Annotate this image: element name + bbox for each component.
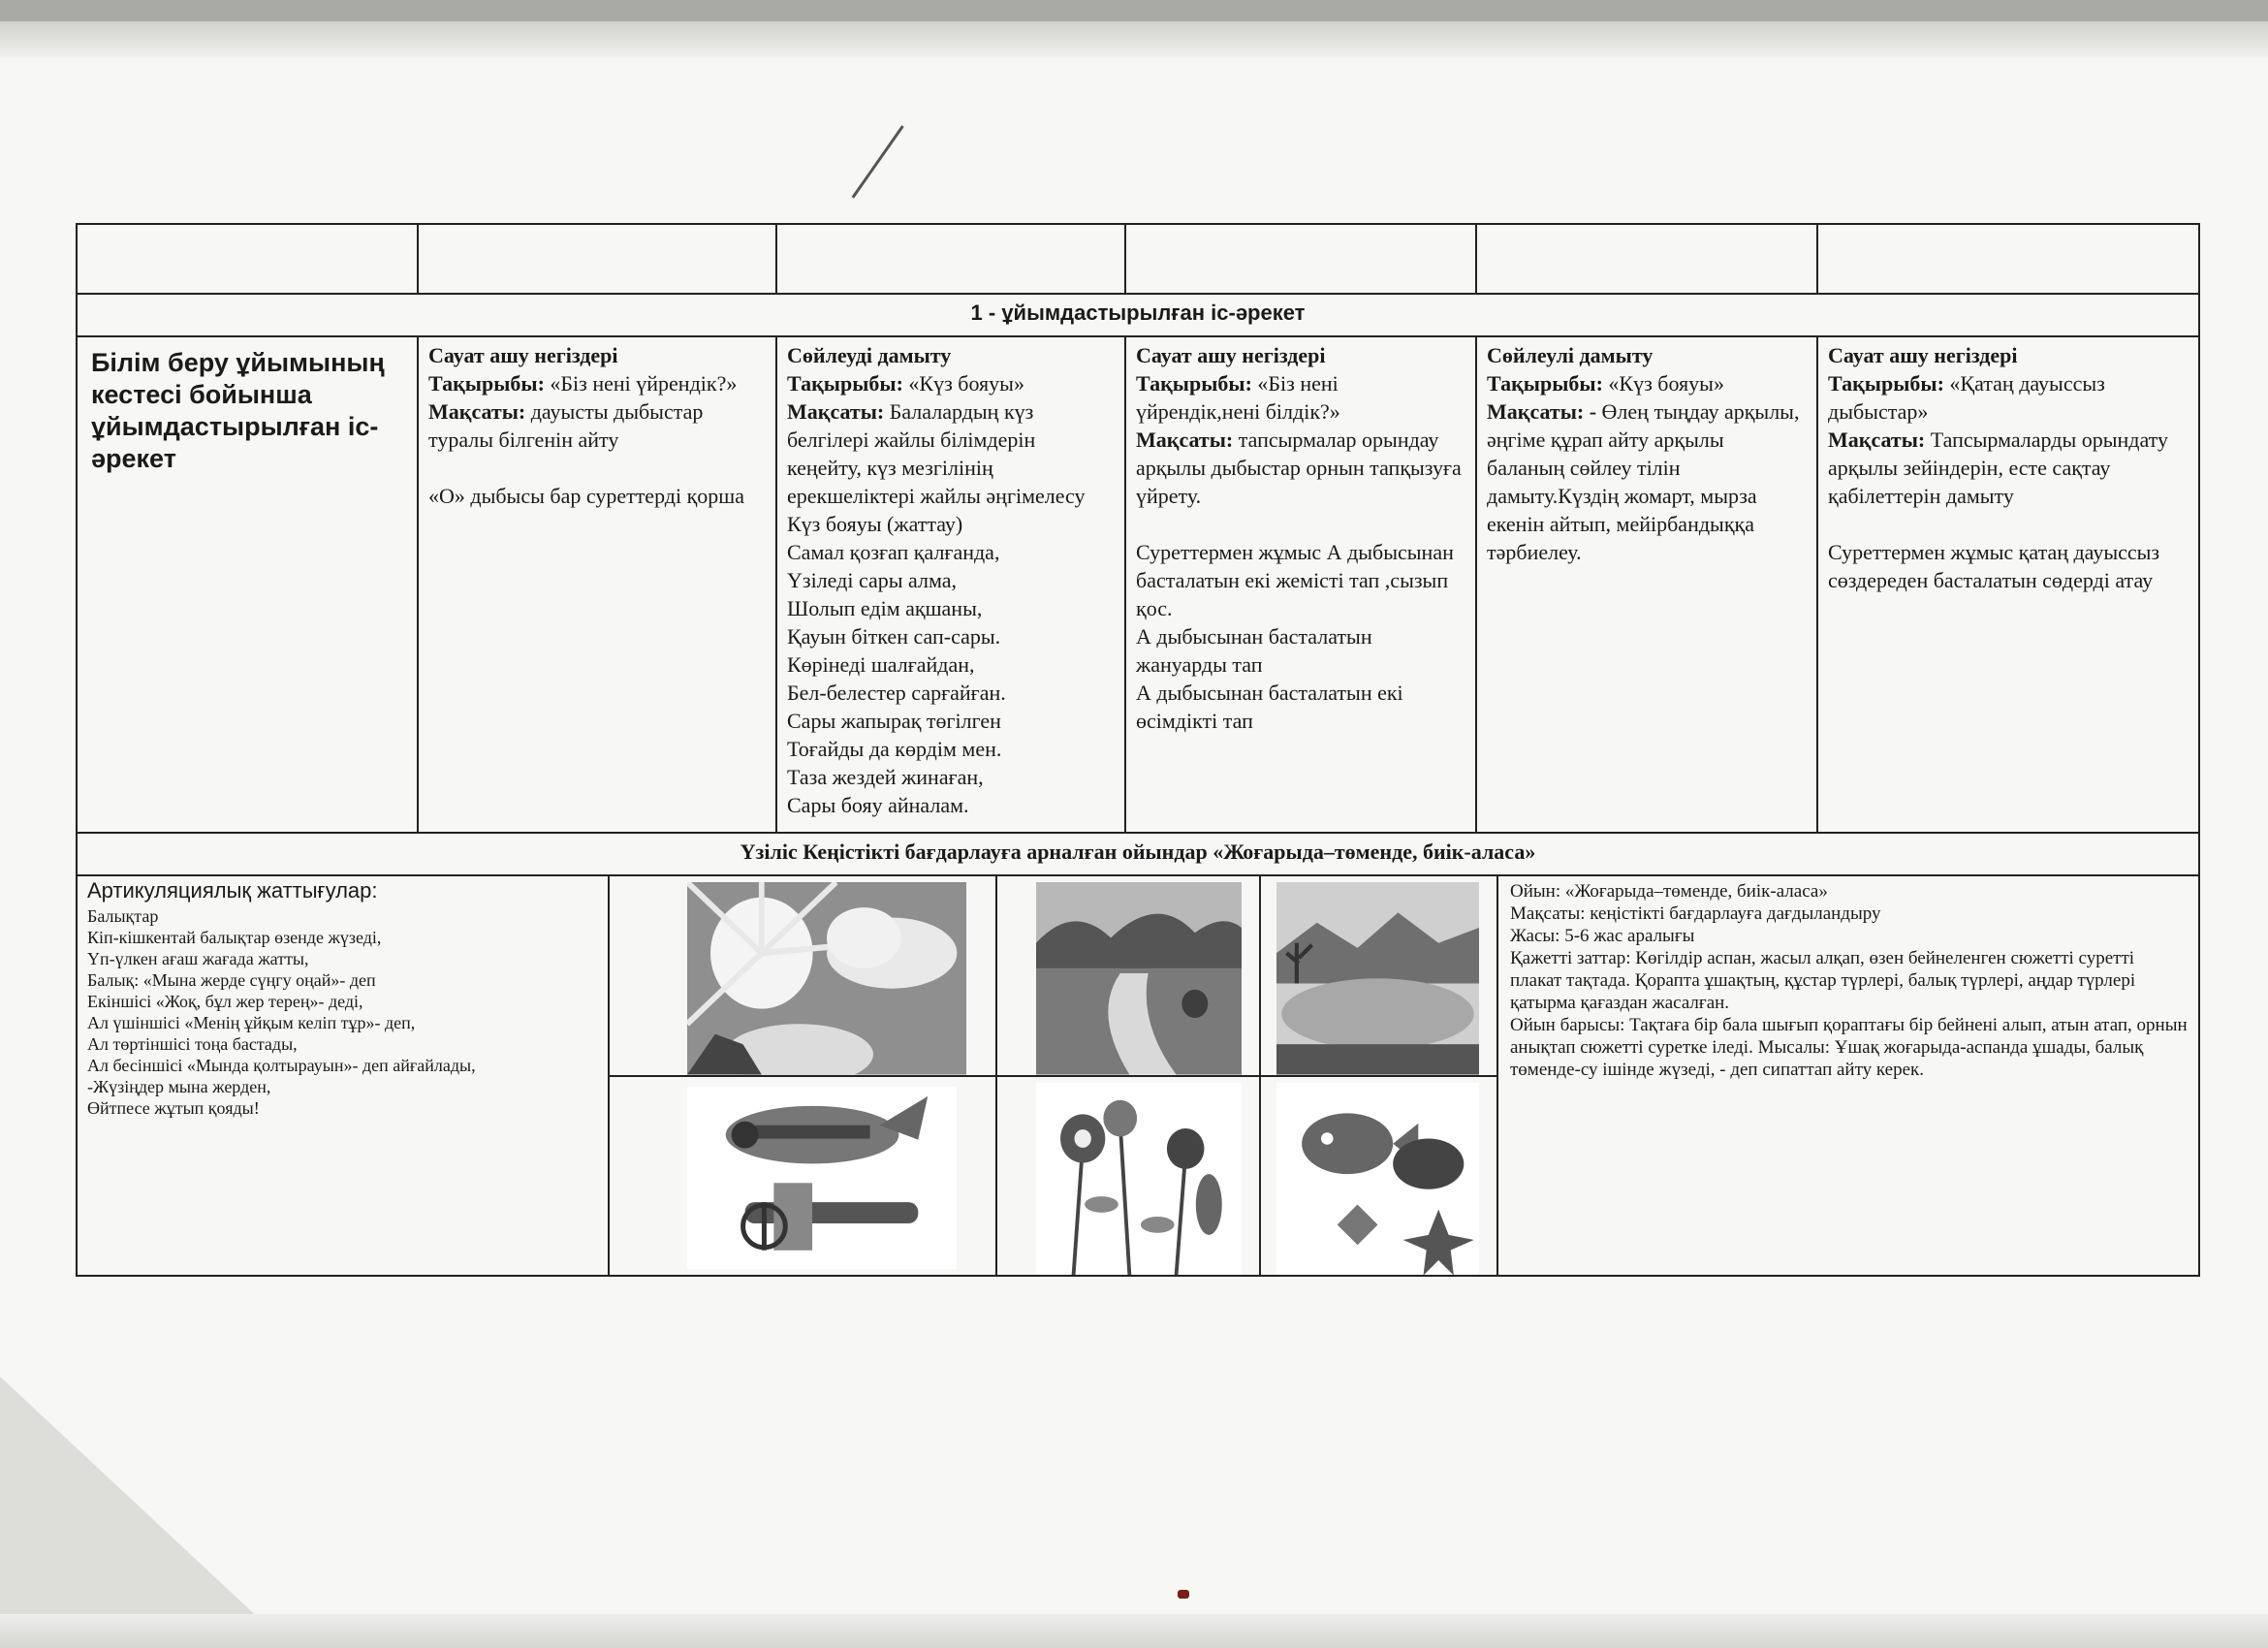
day-extra: А дыбысынан басталатын екі өсімдікті тап (1136, 681, 1403, 733)
game-row (77, 875, 2199, 1276)
day-cell-1 (418, 336, 776, 833)
articulation-line: Ал төртіншісі тоңа бастады, (87, 1034, 298, 1054)
day-goal: дауысты дыбыстар туралы білгенін айту (428, 399, 704, 452)
articulation-heading: Артикуляциялық жаттығулар: (87, 878, 378, 903)
scan-bottom-edge (0, 1614, 2268, 1648)
poem-line: Күз бояуы (жаттау) (787, 512, 963, 536)
flowers-icon (1036, 1083, 1242, 1276)
activity-banner: 1 - ұйымдастырылған іс-әрекет (77, 294, 2199, 336)
poem-line: Тоғайды да көрдім мен. (787, 737, 1002, 761)
airplane-icon (687, 1087, 957, 1270)
poem-line: Бел-белестер сарғайған. (787, 681, 1006, 705)
articulation-line: Екіншісі «Жоқ, бұл жер терең»- деді, (87, 992, 363, 1011)
game-line: Мақсаты: кеңістікті бағдарлауға дағдыландыру (1510, 903, 1881, 924)
picture-sky (609, 876, 996, 1076)
poem-line: Үзіледі сары алма, (787, 568, 958, 592)
day-goal-label: Мақсаты: - (1487, 399, 1597, 424)
picture-fish (1260, 1076, 1497, 1276)
meadow-path-icon (1036, 882, 1242, 1075)
day-cell-5 (1817, 336, 2199, 833)
picture-airplane (609, 1076, 996, 1276)
day-topic-label: Тақырыбы: (428, 371, 545, 396)
faint-bleed-row (77, 224, 2199, 294)
day-extra: «О» дыбысы бар суреттерді қорша (428, 484, 744, 508)
sky-sun-clouds-icon (687, 882, 966, 1075)
day-goal-label: Мақсаты: (1828, 428, 1926, 452)
day-topic-label: Тақырыбы: (787, 371, 903, 396)
day-cell-4 (1476, 336, 1817, 833)
day-topic: «Біз нені үйрендік?» (550, 371, 738, 396)
day-topic: «Күз бояуы» (908, 371, 1024, 396)
picture-meadow (996, 876, 1260, 1076)
picture-flowers (996, 1076, 1260, 1276)
day-extra: А дыбысынан басталатын жануарды тап (1136, 624, 1372, 677)
day-extra: Суреттермен жұмыс А дыбысынан басталатын екі жемісті тап ,сызып қос. (1136, 540, 1454, 620)
stain-mark (1178, 1590, 1189, 1599)
day-goal: Өлең тыңдау арқылы, әңгіме құрап айту арқылы баланың сөйлеу тілін дамыту.Күздің жомарт, мырза екенін айтып, мейірбандыққа тәрбиелеу. (1487, 399, 1800, 564)
break-banner-row (77, 833, 2199, 875)
game-description-cell (1497, 876, 2199, 1275)
day-subject: Сөйлеулі дамыту (1487, 343, 1654, 367)
day-topic: «Қатаң дауыссыз дыбыстар» (1828, 371, 2105, 424)
game-line: Жасы: 5-6 жас аралығы (1510, 926, 1695, 946)
game-line: Ойын барысы: Тақтаға бір бала шығып қораптағы бір бейнені алып, атын атап, орнын анықтап сюжетті суретке іледі. Мысалы: Ұшақ жоғарыда-аспанда ұшады, балық төменде-су ішінде жүзеді, - деп сипаттап айту керек. (1510, 1015, 2188, 1080)
day-topic-label: Тақырыбы: (1487, 371, 1603, 396)
activity-banner-row (77, 294, 2199, 336)
articulation-line: Ал үшіншісі «Менің ұйқым келіп тұр»- деп, (87, 1013, 416, 1032)
articulation-line: Ал бесіншісі «Мында қолтырауын»- деп айғайлады, (87, 1056, 476, 1075)
poem-line: Самал қозғап қалғанда, (787, 540, 1000, 564)
poem-line: Көрінеді шалғайдан, (787, 652, 975, 677)
day-subject: Сауат ашу негіздері (1136, 343, 1326, 367)
activity-row (77, 336, 2199, 833)
day-topic-label: Тақырыбы: (1828, 371, 1944, 396)
day-topic: «Біз нені үйрендік,нені білдік?» (1136, 371, 1340, 424)
day-subject: Сауат ашу негіздері (428, 343, 618, 367)
day-topic-label: Тақырыбы: (1136, 371, 1252, 396)
poem-line: Таза жездей жинаған, (787, 765, 984, 789)
day-topic: «Күз бояуы» (1608, 371, 1724, 396)
pen-mark (852, 125, 904, 198)
lake-landscape-icon (1276, 882, 1479, 1075)
side-label: Білім беру ұйымының кестесі бойынша ұйымдастырылған іс-әрекет (77, 336, 418, 833)
day-subject: Сауат ашу негіздері (1828, 343, 2018, 367)
fish-icon (1276, 1083, 1479, 1276)
day-goal: Балалардың күз белгілері жайлы білімдерін кеңейту, күз мезгілінің ерекшеліктері жайлы әңгімелесу (787, 399, 1086, 508)
page-fold (0, 1377, 291, 1648)
articulation-line: Кіп-кішкентай балықтар өзенде жүзеді, (87, 928, 382, 947)
day-goal-label: Мақсаты: (1136, 428, 1234, 452)
day-goal: Тапсырмаларды орындату арқылы зейіндерін, есте сақтау қабілеттерін дамыту (1828, 428, 2168, 508)
articulation-cell (78, 876, 609, 1275)
day-subject: Сөйлеуді дамыту (787, 343, 952, 367)
game-line: Ойын: «Жоғарыда–төменде, биік-аласа» (1510, 881, 1828, 902)
articulation-line: Балық: «Мына жерде сүңгу оңай»- деп (87, 970, 376, 990)
articulation-line: Балықтар (87, 906, 159, 926)
articulation-line: Үп-үлкен ағаш жағада жатты, (87, 949, 309, 968)
poem-line: Шолып едім ақшаны, (787, 596, 983, 620)
poem-line: Сары бояу айналам. (787, 793, 969, 817)
day-cell-3 (1125, 336, 1476, 833)
scan-top-edge (0, 0, 2268, 21)
break-banner: Үзіліс Кеңістікті бағдарлауға арналған ойындар «Жоғарыда–төменде, биік-аласа» (77, 833, 2199, 875)
day-goal: тапсырмалар орындау арқылы дыбыстар орнын тапқызуға үйрету. (1136, 428, 1462, 508)
poem-line: Қауын біткен сап-сары. (787, 624, 1001, 649)
lesson-plan-table (76, 223, 2200, 1277)
day-cell-2 (776, 336, 1125, 833)
game-line: Қажетті заттар: Көгілдір аспан, жасыл алқап, өзен бейнеленген сюжетті суретті плакат тақтада. Қорапта ұшақтың, құстар түрлері, балық түрлері, аңдар түрлері қатырма қағаздан жасалған. (1510, 948, 2136, 1013)
poem-line: Сары жапырақ төгілген (787, 709, 1001, 733)
day-extra: Суреттермен жұмыс қатаң дауыссыз сөздереден басталатын сөдерді атау (1828, 540, 2160, 592)
day-goal-label: Мақсаты: (428, 399, 526, 424)
articulation-line: -Жүзіңдер мына жерден, (87, 1077, 271, 1096)
picture-lake (1260, 876, 1497, 1076)
game-table (78, 876, 2199, 1275)
articulation-line: Өйтпесе жұтып қояды! (87, 1098, 260, 1118)
day-goal-label: Мақсаты: (787, 399, 885, 424)
